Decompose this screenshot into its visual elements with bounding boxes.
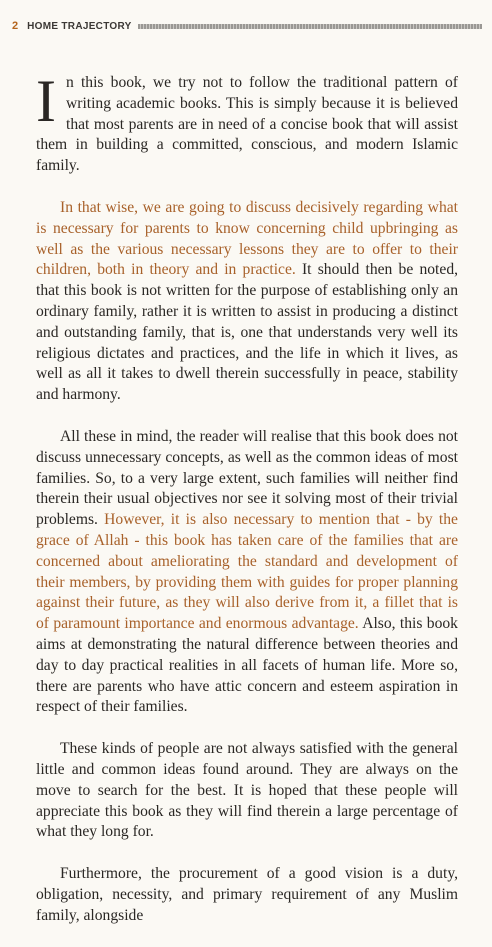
paragraph-2-text: It should then be noted, that this book is not written for the purpose of establishing only an ordinary family, rather it is written to assist in producing a distinct and outstanding family, that is, one that understands very well its religious dictates and practices, and the life in which it lives, as well as all it takes to dwell therein successfully in peace, stability and harmony. [36,261,459,404]
paragraph-2 [36,198,458,406]
paragraph-1 [36,68,458,177]
drop-cap: I [36,68,56,134]
running-header [12,18,482,34]
paragraph-2-highlight: In that wise, we are going to discuss decisively regarding what is necessary for parents to know concerning child upbringing as well as the various necessary lessons they are to offer to their children, both in theory and in practice. [36,198,458,279]
paragraph-4-text: These kinds of people are not always satisfied with the general little and common ideas found around. They are always on the move to search for the best. It is hoped that these people will appreciate this book as they will find therein a large percentage of what they long for. [36,740,458,841]
paragraph-4 [36,739,458,843]
paragraph-3-highlight: However, it is also necessary to mention that - by the grace of Allah - this book has taken care of the families that are concerned about ameliorating the standard and development of their members, by providing them with guides for proper planning against their future, as they will also derive from it, a fillet that is of paramount importance and enormous advantage. [36,511,458,633]
paragraph-5-text: Furthermore, the procurement of a good vision is a duty, obligation, necessity, and primary requirement of any Muslim family, alongside [36,865,458,924]
paragraph-3 [36,427,458,718]
running-head-title: HOME TRAJECTORY [27,20,132,32]
paragraph-1-text: n this book, we try not to follow the traditional pattern of writing academic books. This is simply because it is believed that most parents are in need of a concise book that will assist them in building a committed, conscious, and modern Islamic family. [36,74,458,175]
page-body [36,68,459,947]
paragraph-3-text-after: Also, this book aims at demonstrating the natural difference between theories and day to day practical realities in all facets of human life. More so, there are parents who have attic concern and esteem aspiration in respect of their families. [36,615,458,716]
page-number: 2 [12,20,19,32]
paragraph-5 [36,864,458,926]
paragraph-3-text-before: All these in mind, the reader will realise that this book does not discuss unnecessary concepts, as well as the common ideas of most families. So, to a very large extent, such families will neither find therein their usual objectives nor see it solving most of their trivial problems. [36,427,458,529]
header-rule [138,24,482,29]
